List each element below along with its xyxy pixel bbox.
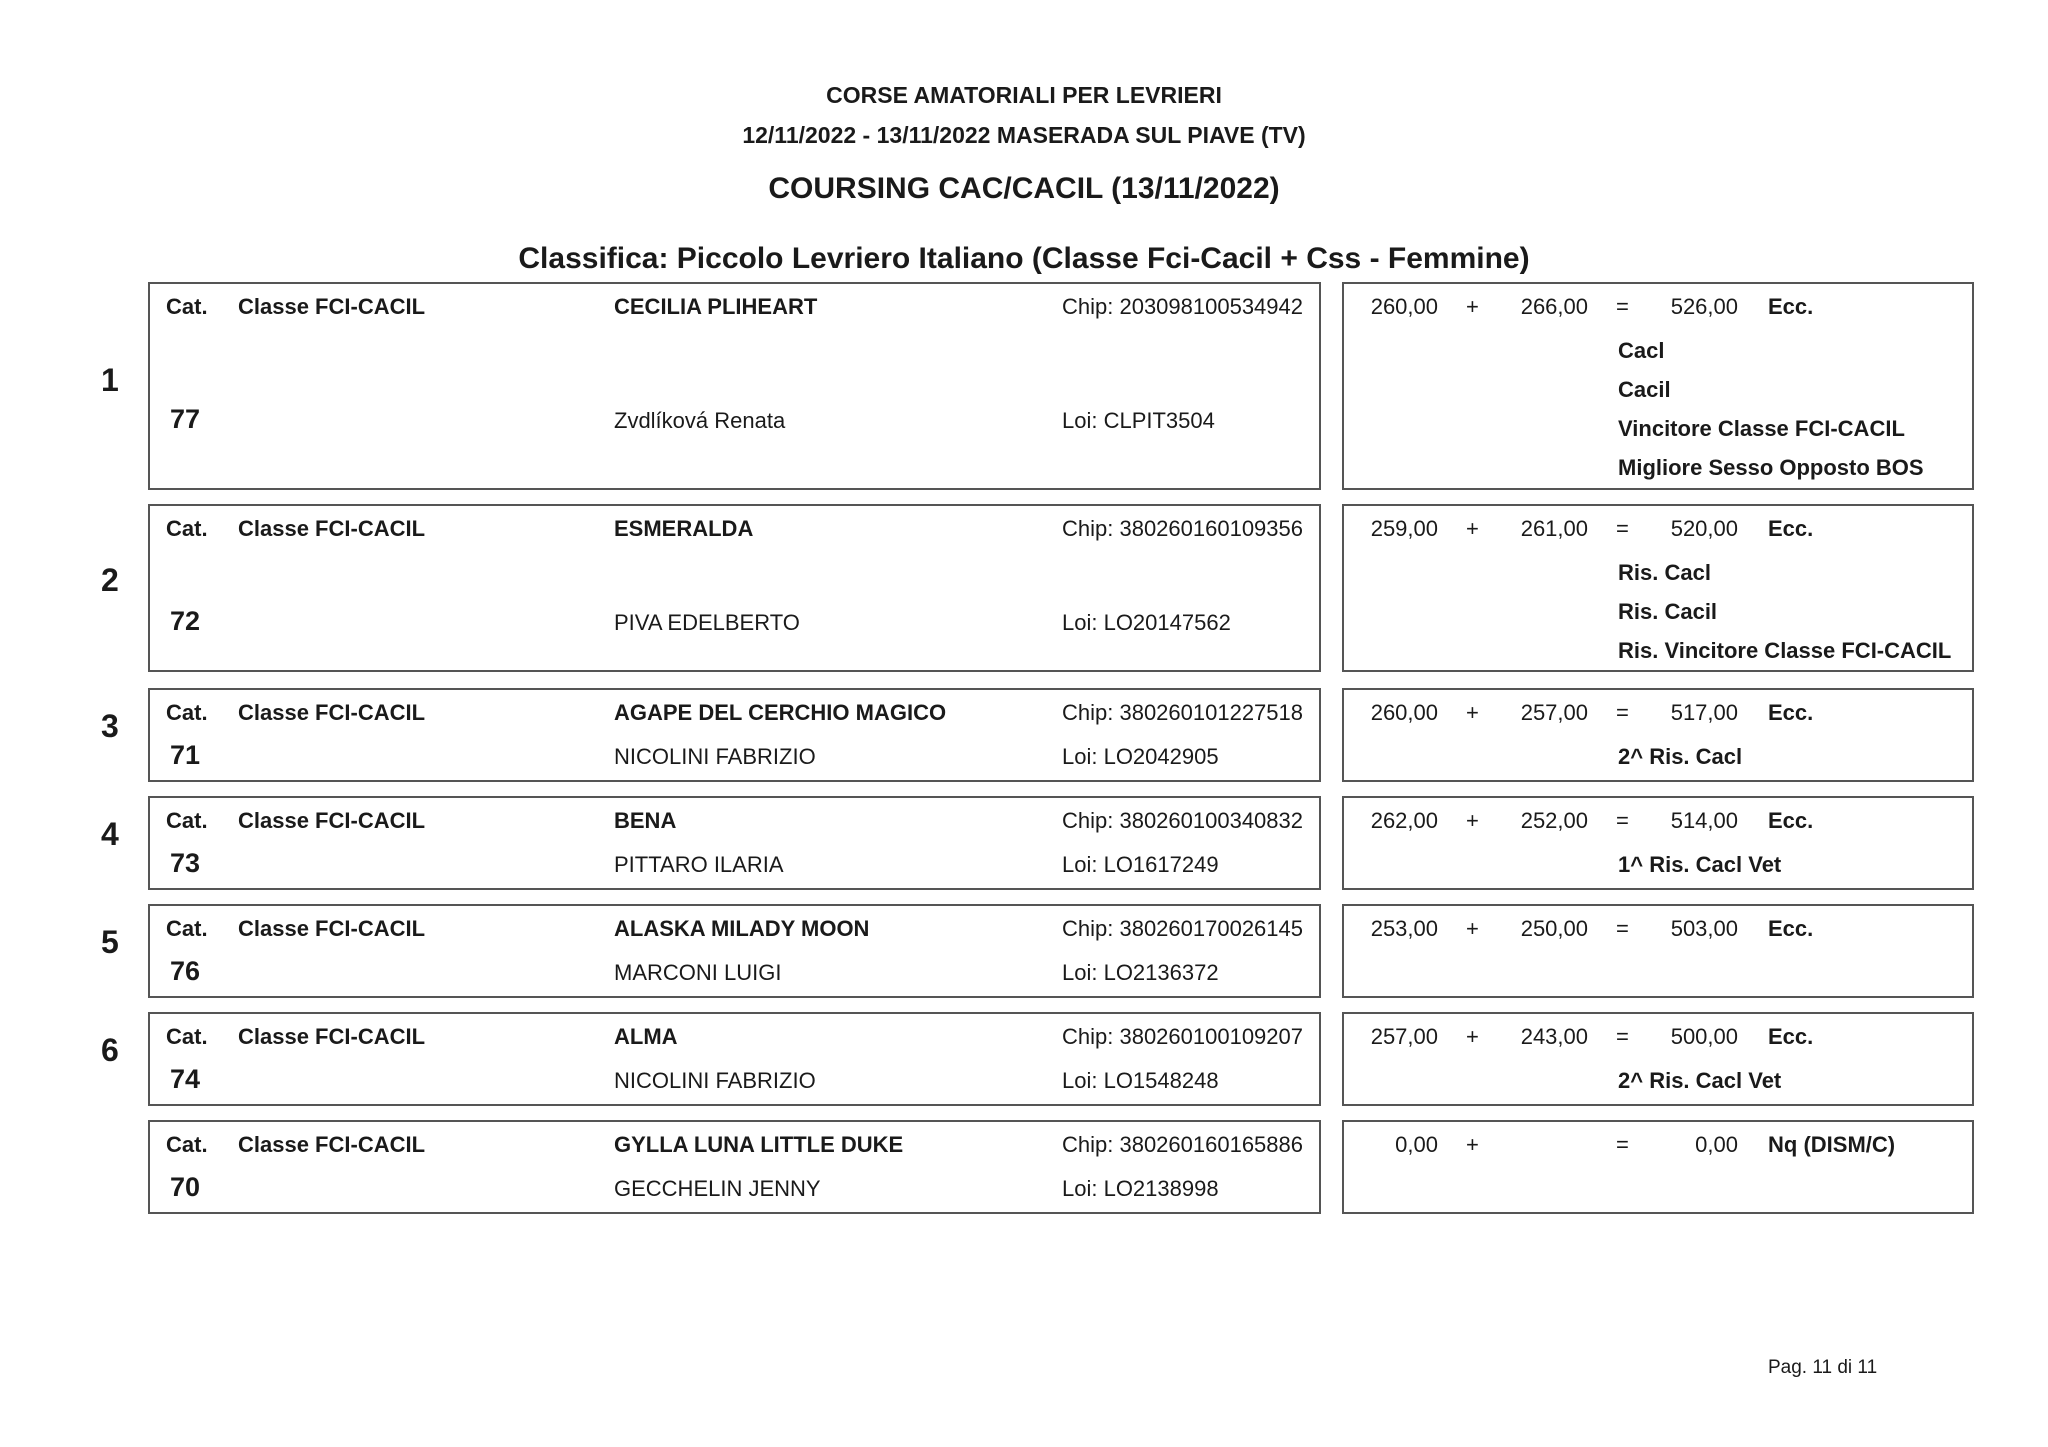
chip-number: Chip: 380260160109356 xyxy=(1062,516,1304,541)
grade: Nq (DISM/C) xyxy=(1768,1132,1896,1157)
total-score: 517,00 xyxy=(1670,700,1738,725)
rank-number: 1 xyxy=(101,362,119,398)
equals-sign: = xyxy=(1616,700,1629,725)
grade: Ecc. xyxy=(1768,916,1814,941)
plus-sign: + xyxy=(1466,916,1479,941)
cat-label: Cat. xyxy=(166,808,208,833)
class-label: Classe FCI-CACIL xyxy=(238,1132,426,1157)
score-run-1: 257,00 xyxy=(1370,1024,1438,1049)
chip-number: Chip: 380260160165886 xyxy=(1062,1132,1304,1157)
total-score: 526,00 xyxy=(1670,294,1738,319)
entry-details-box xyxy=(148,904,1321,998)
cat-label: Cat. xyxy=(166,294,208,319)
equals-sign: = xyxy=(1616,916,1629,941)
scores-box xyxy=(1342,796,1974,890)
owner-name: PITTARO ILARIA xyxy=(614,852,784,877)
cat-label: Cat. xyxy=(166,516,208,541)
award: Migliore Sesso Opposto BOS xyxy=(1618,455,1924,480)
dog-name: ESMERALDA xyxy=(614,516,754,541)
event-title: CORSE AMATORIALI PER LEVRIERI xyxy=(826,82,1222,108)
plus-sign: + xyxy=(1466,1024,1479,1049)
dog-name: ALASKA MILADY MOON xyxy=(614,916,870,941)
class-label: Classe FCI-CACIL xyxy=(238,516,426,541)
equals-sign: = xyxy=(1616,516,1629,541)
catalog-number: 76 xyxy=(170,956,201,986)
loi-number: Loi: LO20147562 xyxy=(1062,610,1231,635)
chip-number: Chip: 203098100534942 xyxy=(1062,294,1304,319)
grade: Ecc. xyxy=(1768,1024,1814,1049)
score-run-2: 261,00 xyxy=(1520,516,1588,541)
entry-details-box xyxy=(148,282,1321,490)
cat-label: Cat. xyxy=(166,916,208,941)
score-run-2: 266,00 xyxy=(1520,294,1588,319)
scores-box xyxy=(1342,1012,1974,1106)
chip-number: Chip: 380260170026145 xyxy=(1062,916,1304,941)
loi-number: Loi: CLPIT3504 xyxy=(1062,408,1215,433)
dog-name: CECILIA PLIHEART xyxy=(614,294,818,319)
score-run-1: 259,00 xyxy=(1370,516,1438,541)
rank-number: 6 xyxy=(101,1032,119,1068)
entry-details-box xyxy=(148,688,1321,782)
loi-number: Loi: LO1617249 xyxy=(1062,852,1219,877)
entry-details-box xyxy=(148,1120,1321,1214)
score-run-2: 243,00 xyxy=(1520,1024,1588,1049)
owner-name: Zvdlíková Renata xyxy=(614,408,786,433)
award: Ris. Cacil xyxy=(1618,599,1718,624)
rank-number: 2 xyxy=(101,562,119,598)
dog-name: GYLLA LUNA LITTLE DUKE xyxy=(614,1132,904,1157)
cat-label: Cat. xyxy=(166,1024,208,1049)
equals-sign: = xyxy=(1616,1132,1629,1157)
award: 2^ Ris. Cacl xyxy=(1618,744,1743,769)
page-number: Pag. 11 di 11 xyxy=(1768,1357,1878,1378)
owner-name: PIVA EDELBERTO xyxy=(614,610,800,635)
score-run-2: 252,00 xyxy=(1520,808,1588,833)
owner-name: GECCHELIN JENNY xyxy=(614,1176,821,1201)
rank-number: 5 xyxy=(101,924,119,960)
loi-number: Loi: LO1548248 xyxy=(1062,1068,1219,1093)
total-score: 500,00 xyxy=(1670,1024,1738,1049)
loi-number: Loi: LO2136372 xyxy=(1062,960,1219,985)
owner-name: NICOLINI FABRIZIO xyxy=(614,1068,816,1093)
entry-details-box xyxy=(148,504,1321,672)
award: Cacil xyxy=(1618,377,1671,402)
chip-number: Chip: 380260100340832 xyxy=(1062,808,1304,833)
scores-box xyxy=(1342,688,1974,782)
dog-name: AGAPE DEL CERCHIO MAGICO xyxy=(614,700,947,725)
catalog-number: 77 xyxy=(170,404,201,434)
equals-sign: = xyxy=(1616,1024,1629,1049)
loi-number: Loi: LO2138998 xyxy=(1062,1176,1219,1201)
cat-label: Cat. xyxy=(166,1132,208,1157)
award: Cacl xyxy=(1618,338,1665,363)
total-score: 520,00 xyxy=(1670,516,1738,541)
total-score: 514,00 xyxy=(1670,808,1738,833)
entry-details-box xyxy=(148,796,1321,890)
award: Ris. Cacl xyxy=(1618,560,1711,585)
catalog-number: 72 xyxy=(170,606,201,636)
competition-title: COURSING CAC/CACIL (13/11/2022) xyxy=(768,172,1280,205)
grade: Ecc. xyxy=(1768,516,1814,541)
total-score: 0,00 xyxy=(1695,1132,1738,1157)
scores-box xyxy=(1342,504,1974,672)
entry-details-box xyxy=(148,1012,1321,1106)
class-label: Classe FCI-CACIL xyxy=(238,916,426,941)
award: Vincitore Classe FCI-CACIL xyxy=(1618,416,1905,441)
total-score: 503,00 xyxy=(1670,916,1738,941)
class-label: Classe FCI-CACIL xyxy=(238,808,426,833)
equals-sign: = xyxy=(1616,294,1629,319)
class-label: Classe FCI-CACIL xyxy=(238,700,426,725)
score-run-1: 262,00 xyxy=(1370,808,1438,833)
catalog-number: 70 xyxy=(170,1172,201,1202)
owner-name: MARCONI LUIGI xyxy=(614,960,782,985)
cat-label: Cat. xyxy=(166,700,208,725)
rank-number: 3 xyxy=(101,708,119,744)
catalog-number: 73 xyxy=(170,848,201,878)
loi-number: Loi: LO2042905 xyxy=(1062,744,1219,769)
scores-box xyxy=(1342,1120,1974,1214)
award: Ris. Vincitore Classe FCI-CACIL xyxy=(1618,638,1952,663)
plus-sign: + xyxy=(1466,516,1479,541)
score-run-2: 257,00 xyxy=(1520,700,1588,725)
event-dates-location: 12/11/2022 - 13/11/2022 MASERADA SUL PIAVE (TV) xyxy=(742,122,1306,148)
scores-box xyxy=(1342,904,1974,998)
catalog-number: 74 xyxy=(170,1064,201,1094)
score-run-1: 260,00 xyxy=(1370,700,1438,725)
class-label: Classe FCI-CACIL xyxy=(238,294,426,319)
grade: Ecc. xyxy=(1768,294,1814,319)
plus-sign: + xyxy=(1466,1132,1479,1157)
grade: Ecc. xyxy=(1768,808,1814,833)
ranking-title: Classifica: Piccolo Levriero Italiano (Classe Fci-Cacil + Css - Femmine) xyxy=(518,242,1530,275)
class-label: Classe FCI-CACIL xyxy=(238,1024,426,1049)
award: 2^ Ris. Cacl Vet xyxy=(1618,1068,1782,1093)
plus-sign: + xyxy=(1466,294,1479,319)
score-run-1: 260,00 xyxy=(1370,294,1438,319)
owner-name: NICOLINI FABRIZIO xyxy=(614,744,816,769)
dog-name: ALMA xyxy=(614,1024,678,1049)
score-run-1: 253,00 xyxy=(1370,916,1438,941)
chip-number: Chip: 380260100109207 xyxy=(1062,1024,1304,1049)
catalog-number: 71 xyxy=(170,740,201,770)
chip-number: Chip: 380260101227518 xyxy=(1062,700,1304,725)
award: 1^ Ris. Cacl Vet xyxy=(1618,852,1782,877)
score-run-2: 250,00 xyxy=(1520,916,1588,941)
score-run-1: 0,00 xyxy=(1395,1132,1438,1157)
plus-sign: + xyxy=(1466,808,1479,833)
plus-sign: + xyxy=(1466,700,1479,725)
equals-sign: = xyxy=(1616,808,1629,833)
scores-box xyxy=(1342,282,1974,490)
grade: Ecc. xyxy=(1768,700,1814,725)
rank-number: 4 xyxy=(101,816,119,852)
dog-name: BENA xyxy=(614,808,677,833)
